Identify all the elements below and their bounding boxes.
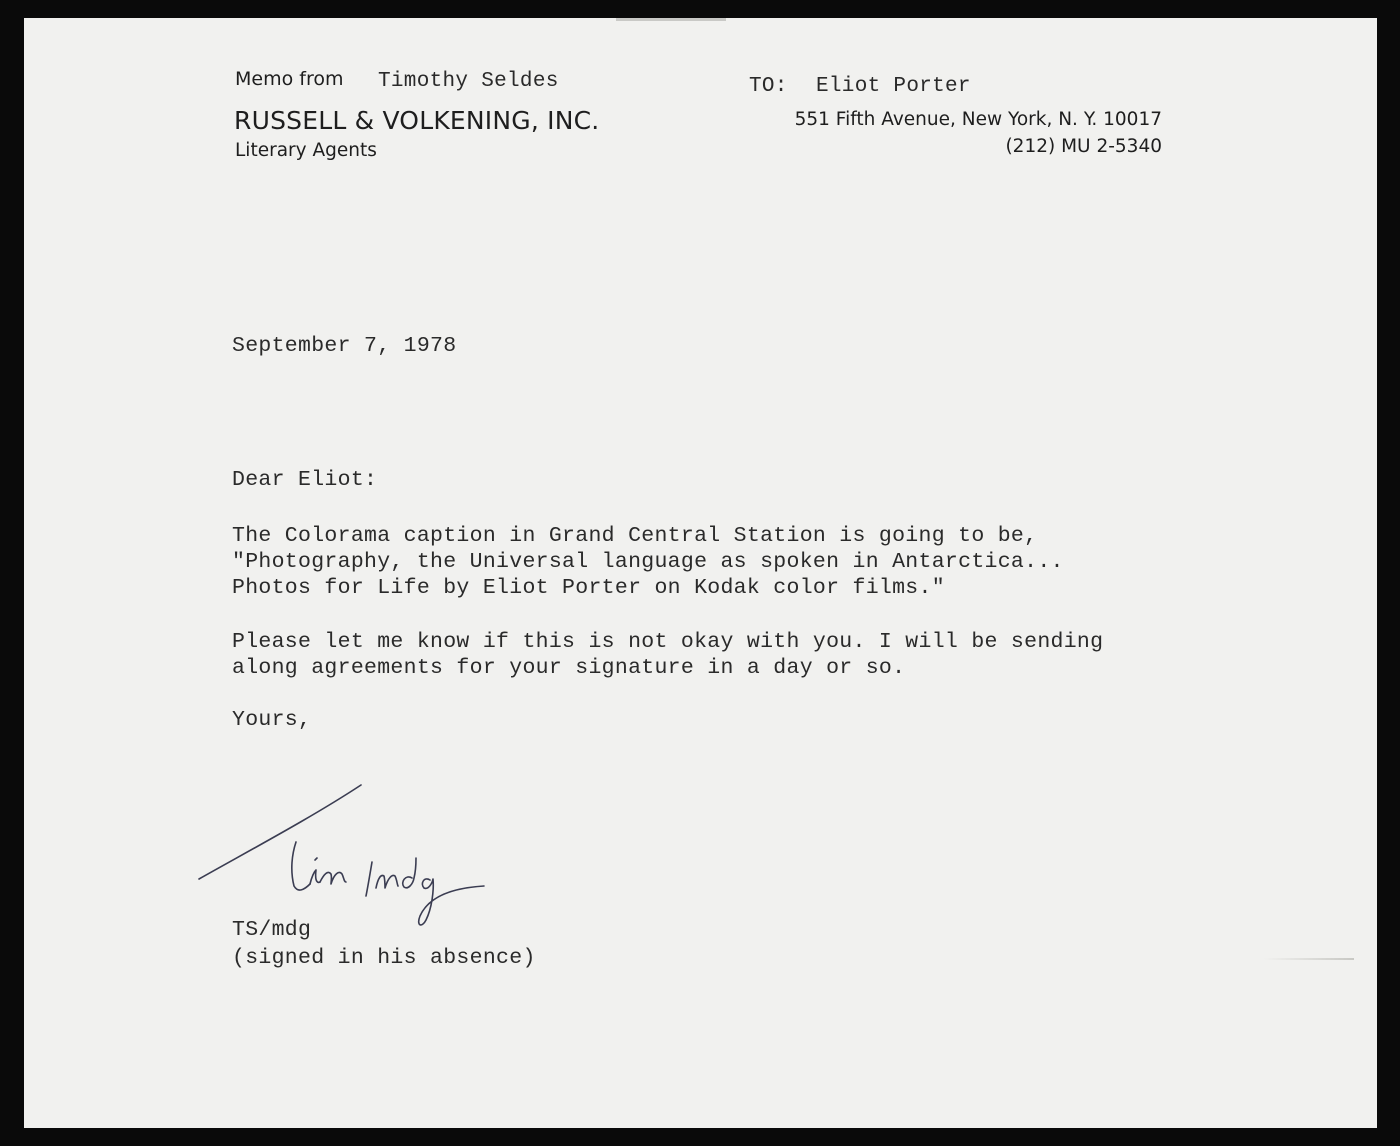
salutation: Dear Eliot: [232, 468, 378, 492]
paragraph-1 [232, 523, 1064, 601]
paragraph-1-line: "Photography, the Universal language as spoken in Antarctica... [232, 550, 1064, 574]
closing: Yours, [232, 708, 312, 732]
recipient-name: Eliot Porter [816, 75, 971, 98]
handwritten-signature [194, 778, 514, 938]
paragraph-1-line: The Colorama caption in Grand Central Station is going to be, [232, 524, 1038, 548]
letter-page [24, 18, 1377, 1128]
memo-from-label: Memo from [235, 68, 344, 90]
paper-smudge [1264, 958, 1354, 960]
letter-date: September 7, 1978 [232, 334, 457, 358]
signature-note: (signed in his absence) [232, 946, 536, 970]
paragraph-2-line: Please let me know if this is not okay with you. I will be sending [232, 630, 1104, 654]
sender-name: Timothy Seldes [378, 70, 559, 93]
company-address: 551 Fifth Avenue, New York, N. Y. 10017 [794, 109, 1162, 130]
paragraph-1-line: Photos for Life by Eliot Porter on Kodak color films." [232, 576, 945, 600]
company-name: RUSSELL & VOLKENING, INC. [234, 106, 600, 135]
company-tagline: Literary Agents [235, 140, 377, 161]
typist-initials: TS/mdg [232, 918, 312, 942]
paragraph-2 [232, 629, 1103, 681]
company-phone: (212) MU 2-5340 [1005, 136, 1162, 157]
to-label: TO: [749, 75, 788, 98]
page-top-mark [616, 18, 726, 21]
paragraph-2-line: along agreements for your signature in a day or so. [232, 656, 906, 680]
